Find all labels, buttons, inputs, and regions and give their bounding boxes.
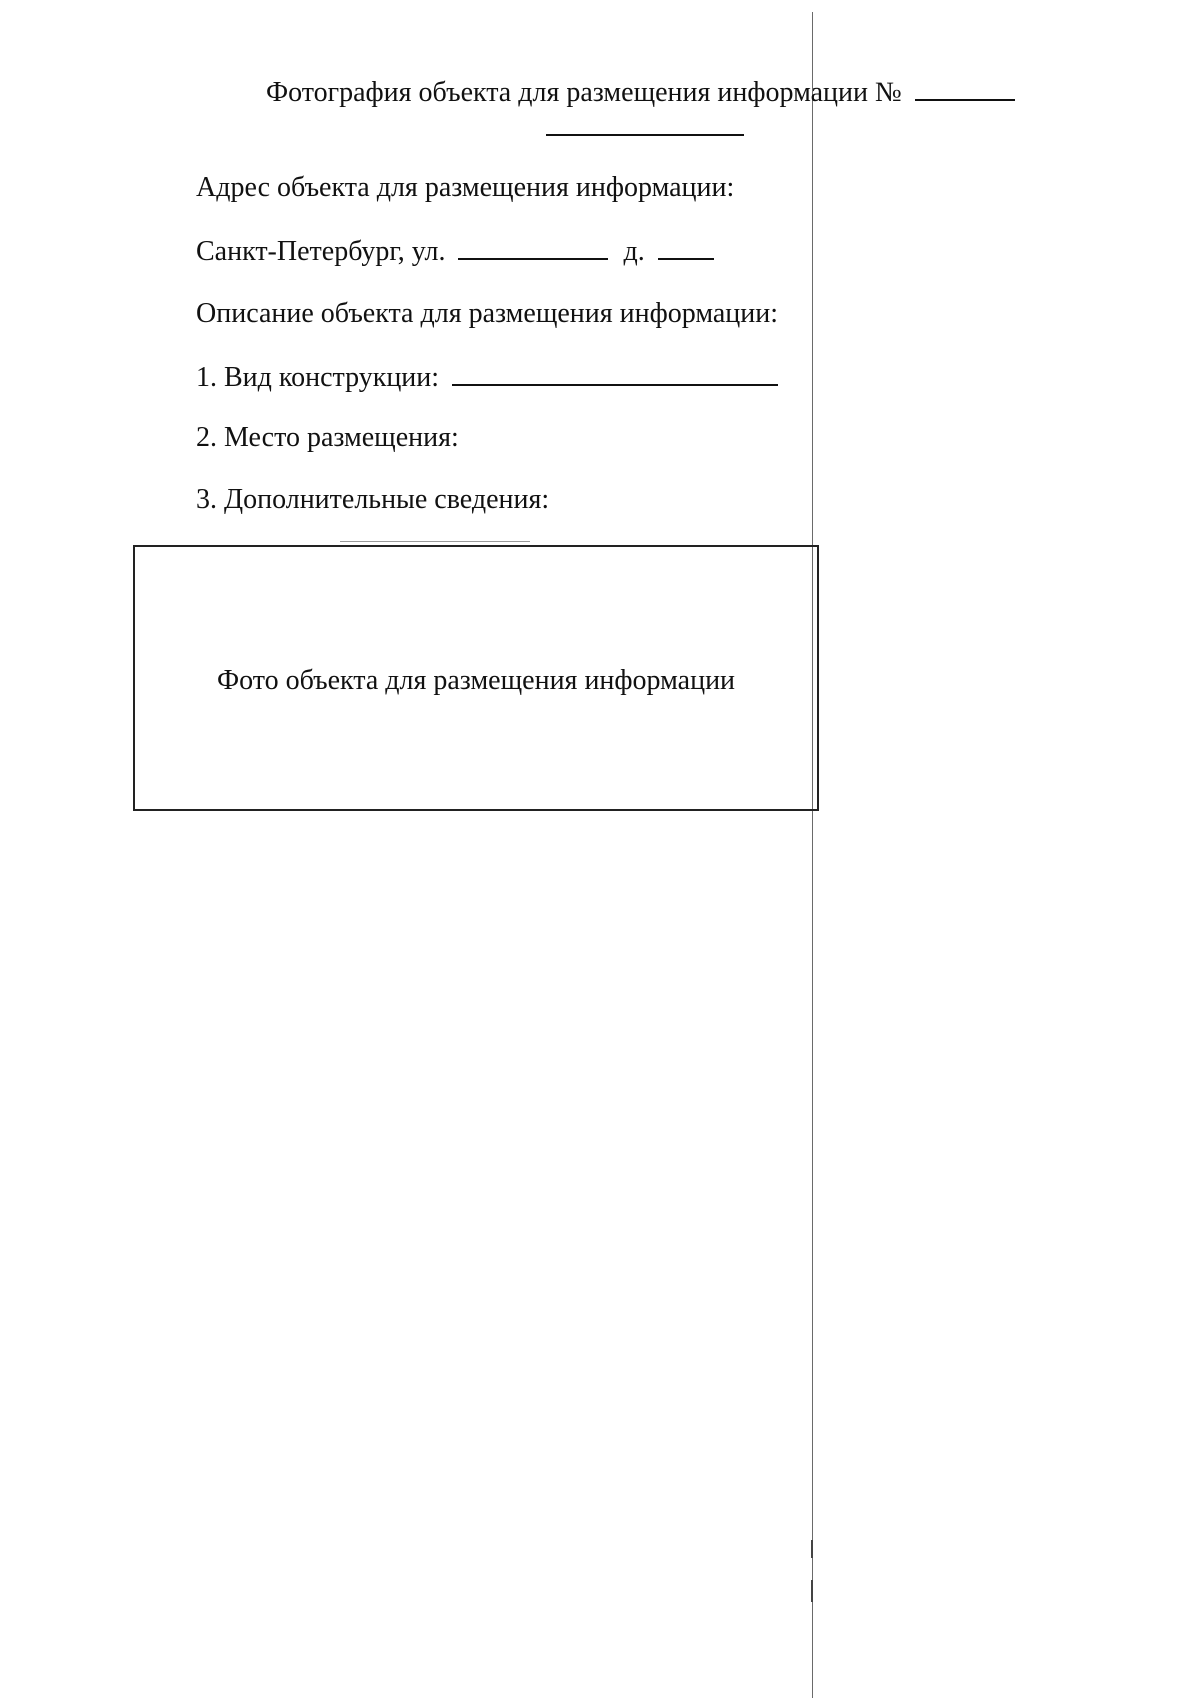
street-blank xyxy=(458,234,608,260)
title-underline xyxy=(546,134,744,136)
photo-placeholder-text: Фото объекта для размещения информации xyxy=(216,665,736,696)
address-heading: Адрес объекта для размещения информации: xyxy=(196,172,735,203)
document-title-line xyxy=(266,75,1015,109)
document-number-blank xyxy=(915,75,1015,101)
construction-type-label: 1. Вид конструкции: xyxy=(196,362,440,393)
margin-line xyxy=(812,12,813,1698)
photo-box xyxy=(133,545,819,811)
box-top-mark xyxy=(340,541,530,542)
document-title: Фотография объекта для размещения информации № xyxy=(266,77,902,108)
house-number-blank xyxy=(658,234,714,260)
house-label: д. xyxy=(623,236,645,267)
address-city-label: Санкт-Петербург, ул. xyxy=(196,236,446,267)
margin-line-mark xyxy=(811,1580,813,1602)
additional-info-label: 3. Дополнительные сведения: xyxy=(196,484,550,515)
construction-type-blank xyxy=(452,360,778,386)
construction-type-line xyxy=(196,360,778,394)
margin-line-mark xyxy=(811,1540,813,1558)
address-line xyxy=(196,234,714,268)
description-heading: Описание объекта для размещения информации: xyxy=(196,298,779,329)
placement-label: 2. Место размещения: xyxy=(196,422,459,453)
